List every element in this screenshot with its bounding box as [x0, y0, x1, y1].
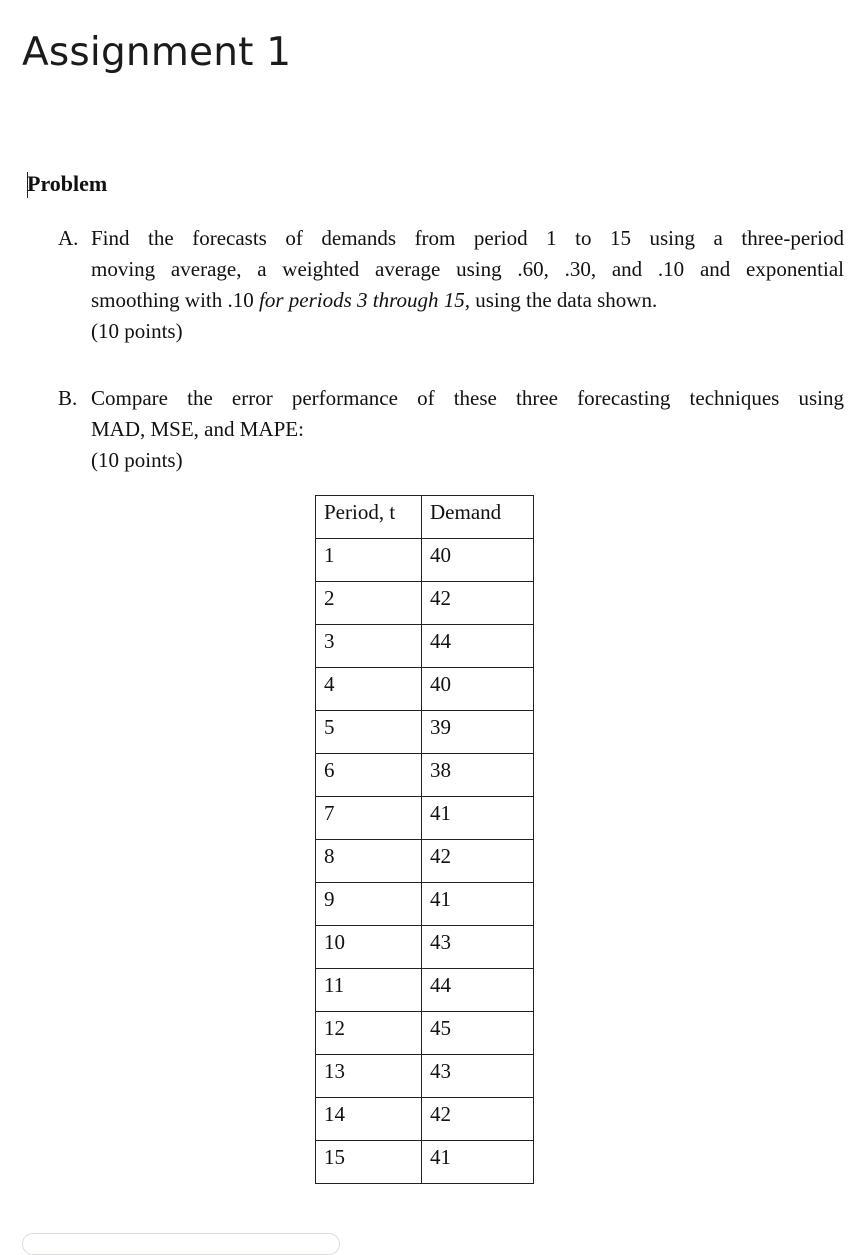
item-text-line [91, 285, 844, 316]
item-marker: A. [58, 226, 79, 250]
item-text-line: MAD, MSE, and MAPE: [91, 417, 304, 441]
demand-table [315, 495, 534, 1184]
table-row [316, 1055, 534, 1098]
demand-cell: 41 [422, 1141, 534, 1184]
demand-cell: 44 [422, 625, 534, 668]
table-row [316, 1098, 534, 1141]
attachment-card[interactable] [22, 1233, 340, 1255]
period-column-header: Period, t [316, 496, 422, 539]
demand-cell: 39 [422, 711, 534, 754]
item-body [91, 383, 844, 476]
table-row [316, 797, 534, 840]
period-cell: 4 [316, 668, 422, 711]
demand-cell: 38 [422, 754, 534, 797]
demand-cell: 45 [422, 1012, 534, 1055]
item-text-segment: using the data shown. [470, 288, 658, 312]
problem-item-b [58, 383, 844, 476]
table-row [316, 840, 534, 883]
period-cell: 5 [316, 711, 422, 754]
table-row [316, 1012, 534, 1055]
demand-cell: 42 [422, 840, 534, 883]
demand-column-header: Demand [422, 496, 534, 539]
table-row [316, 754, 534, 797]
period-cell: 12 [316, 1012, 422, 1055]
problem-item-a [58, 223, 844, 347]
demand-cell: 43 [422, 926, 534, 969]
table-row [316, 625, 534, 668]
period-cell: 2 [316, 582, 422, 625]
item-points: (10 points) [91, 448, 183, 472]
demand-cell: 42 [422, 1098, 534, 1141]
item-marker: B. [58, 386, 78, 410]
item-body [91, 223, 844, 347]
page-title: Assignment 1 [22, 30, 292, 75]
demand-cell: 42 [422, 582, 534, 625]
period-cell: 9 [316, 883, 422, 926]
demand-cell: 43 [422, 1055, 534, 1098]
period-cell: 10 [316, 926, 422, 969]
table-row [316, 883, 534, 926]
table-header-row [316, 496, 534, 539]
item-text-emphasis: for periods 3 through 15, [259, 288, 470, 312]
demand-cell: 44 [422, 969, 534, 1012]
period-cell: 15 [316, 1141, 422, 1184]
period-cell: 7 [316, 797, 422, 840]
demand-cell: 41 [422, 883, 534, 926]
period-cell: 1 [316, 539, 422, 582]
table-row [316, 711, 534, 754]
table-row [316, 582, 534, 625]
table-row [316, 926, 534, 969]
demand-cell: 40 [422, 668, 534, 711]
period-cell: 8 [316, 840, 422, 883]
demand-cell: 40 [422, 539, 534, 582]
item-text-line: Compare the error performance of these three forecasting techniques using [91, 386, 844, 410]
period-cell: 3 [316, 625, 422, 668]
item-text-line: moving average, a weighted average using .60, .30, and .10 and exponential [91, 257, 844, 281]
item-text-segment: smoothing with .10 [91, 288, 260, 312]
demand-cell: 41 [422, 797, 534, 840]
period-cell: 6 [316, 754, 422, 797]
table-row [316, 539, 534, 582]
item-text-line: Find the forecasts of demands from period 1 to 15 using a three-period [91, 226, 844, 250]
table-row [316, 668, 534, 711]
period-cell: 14 [316, 1098, 422, 1141]
period-cell: 11 [316, 969, 422, 1012]
problem-heading: Problem [27, 171, 108, 196]
table-row [316, 969, 534, 1012]
period-cell: 13 [316, 1055, 422, 1098]
item-points: (10 points) [91, 319, 183, 343]
table-row [316, 1141, 534, 1184]
